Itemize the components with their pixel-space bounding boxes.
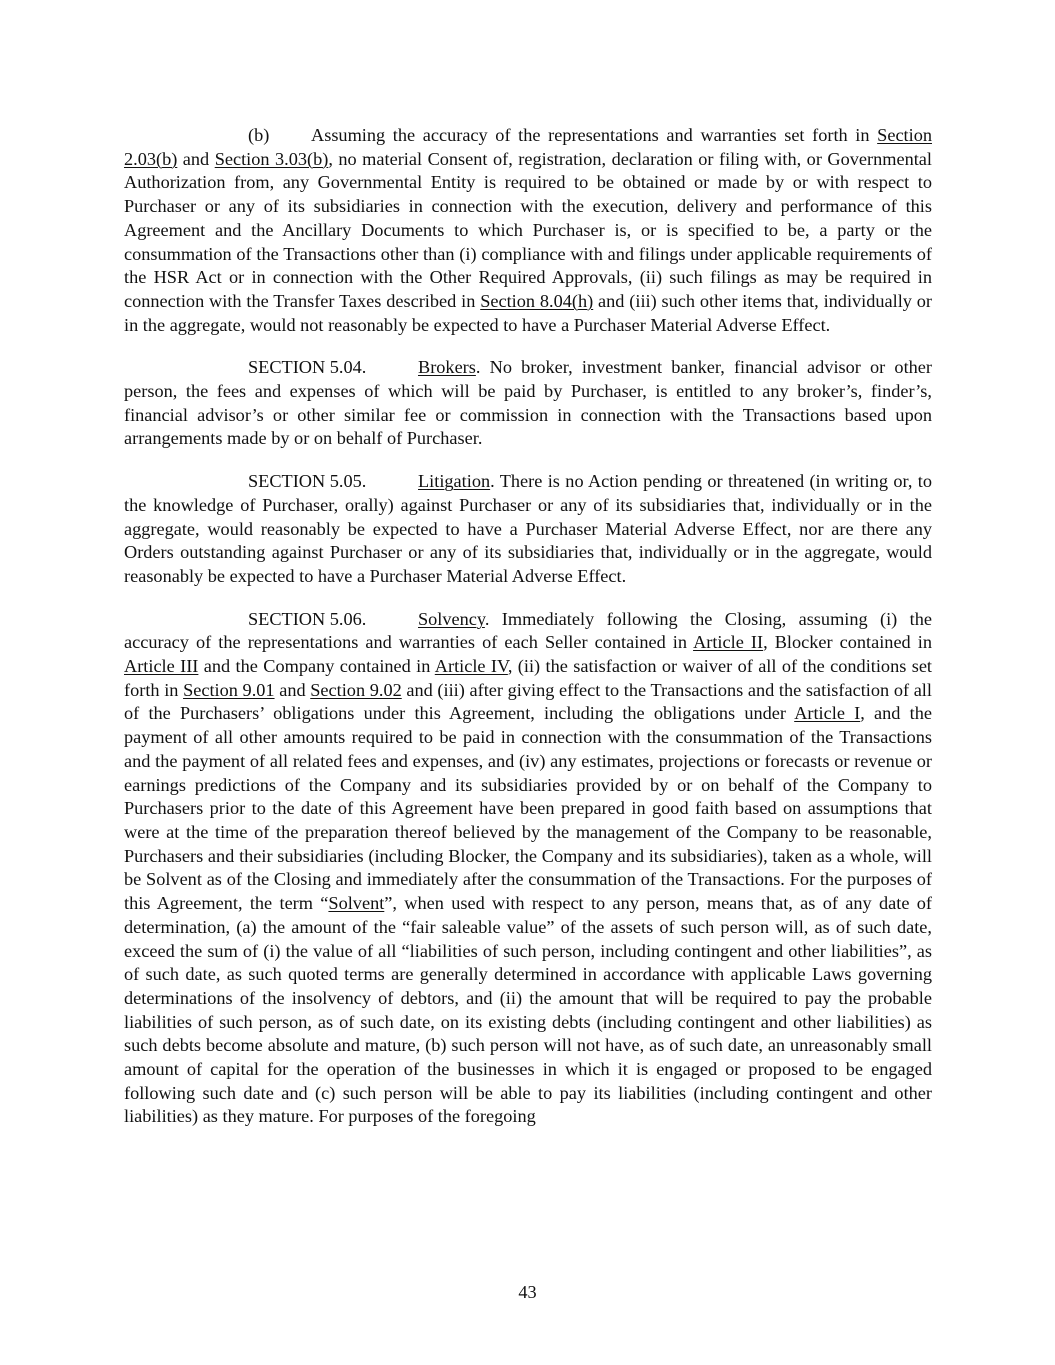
section-5-06-paragraph (124, 608, 932, 1129)
text-run: , Blocker contained in (763, 632, 932, 653)
underlined-reference: Section 3.03(b) (214, 148, 329, 169)
section-number: SECTION 5.06. (248, 608, 367, 629)
text-run: and (274, 679, 311, 700)
paragraph-text (124, 125, 932, 335)
underlined-reference: Section 9.02 (310, 679, 402, 700)
underlined-reference: Litigation (418, 471, 491, 492)
underlined-reference: Article I (794, 703, 861, 724)
underlined-reference: Section 9.01 (183, 679, 275, 700)
subsection-label: (b) (248, 125, 270, 145)
underlined-reference: Article III (124, 656, 199, 677)
page-number: 43 (518, 1282, 537, 1302)
section-5-05-paragraph (124, 470, 932, 589)
underlined-reference: Solvent (328, 893, 385, 914)
underlined-reference: Brokers (418, 357, 476, 378)
text-run: Assuming the accuracy of the representations and warranties set forth in (311, 125, 878, 145)
underlined-reference: Article IV (434, 656, 508, 677)
text-run: , and the payment of all other amounts required to be paid in connection with the consummation of the Transactions and the payment of all related fees and expenses, and (iv) any estimates, projections or forecasts or revenue or earnings predictions of the Company and its subsidiaries provided by or on behalf of the Company to Purchasers prior to the date of this Agreement have been prepared in good faith based on assumptions that were at the time of the preparation thereof believed by the management of the Company to be reasonable, Purchasers and their subsidiaries (including Blocker, the Company and its subsidiaries), taken as a whole, will be Solvent as of the Closing and immediately after the consummation of the Transactions. For the purposes of this Agreement, the term “ (124, 703, 932, 914)
section-5-04-paragraph (124, 356, 932, 451)
section-number: SECTION 5.05. (248, 471, 367, 492)
paragraph-5-03-b (124, 124, 932, 337)
text-run: and (iii) after giving effect to the Transactions and the satisfaction of all of the Purchasers’ obligations under this Agreement, including the obligations under (124, 679, 932, 724)
paragraph-text (124, 609, 932, 1127)
underlined-reference: Solvency (418, 608, 485, 629)
text-run: and the Company contained in (198, 656, 435, 677)
text-run: , no material Consent of, registration, declaration or filing with, or Governmental Authorization from, any Governmental Entity is required to be obtained or made by or with respect to Purchaser or any of its subsidiaries in connection with the execution, delivery and performance of this Agreement and the Ancillary Documents to which Purchaser is, or is specified to be, a party or the consummation of the Transactions other than (i) compliance with and filings under applicable requirements of the HSR Act or in connection with the Other Required Approvals, (ii) such filings as may be required in connection with the Transfer Taxes described in (124, 148, 932, 311)
section-number: SECTION 5.04. (248, 357, 367, 378)
text-run: and (177, 148, 215, 169)
paragraph-text (124, 357, 932, 448)
text-run: and (iii) such other items that, individually or in the aggregate, would not reasonably be expected to have a Purchaser Material Adverse Effect. (124, 290, 933, 335)
text-run: . Immediately following the Closing, assuming (i) the accuracy of the representations and warranties of each Seller contained in (124, 608, 932, 653)
text-run: ”, when used with respect to any person, means that, as of any date of determination, (a) the amount of the “fair saleable value” of the assets of such person will, as of such date, exceed the sum of (i) the value of all “liabilities of such person, including contingent and other liabilities”, as of such date, as such quoted terms are generally determined in accordance with applicable Laws governing determinations of the insolvency of debtors, and (ii) the amount that will be required to pay the probable liabilities of such person, as of such date, on its existing debts (including contingent and other liabilities) as such debts become absolute and mature, (b) such person will not have, as of such date, an unreasonably small amount of capital for the operation of the businesses in which it is engaged or proposed to be engaged following such date and (c) such person will be able to pay its liabilities (including contingent and other liabilities) as they mature. For purposes of the foregoing (124, 893, 932, 1127)
paragraph-text (124, 471, 932, 586)
text-run: , (ii) the satisfaction or waiver of all of the conditions set forth in (124, 656, 933, 700)
document-page (124, 124, 932, 1148)
underlined-reference: Section 2.03(b) (124, 125, 932, 169)
underlined-reference: Section 8.04(h) (480, 290, 594, 311)
text-run: . No broker, investment banker, financial advisor or other person, the fees and expenses of which will be paid by Purchaser, is entitled to any broker’s, finder’s, financial advisor’s or other similar fee or commission in connection with the Transactions based upon arrangements made by or on behalf of Purchaser. (124, 357, 932, 449)
text-run: . There is no Action pending or threatened (in writing or, to the knowledge of Purchaser, orally) against Purchaser or any of its subsidiaries that, individually or in the aggregate, would reasonably be expected to have a Purchaser Material Adverse Effect, nor are there any Orders outstanding against Purchaser or any of its subsidiaries that, individually or in the aggregate, would reasonably be expected to have a Purchaser Material Adverse Effect. (124, 471, 932, 586)
underlined-reference: Article II (693, 632, 764, 653)
